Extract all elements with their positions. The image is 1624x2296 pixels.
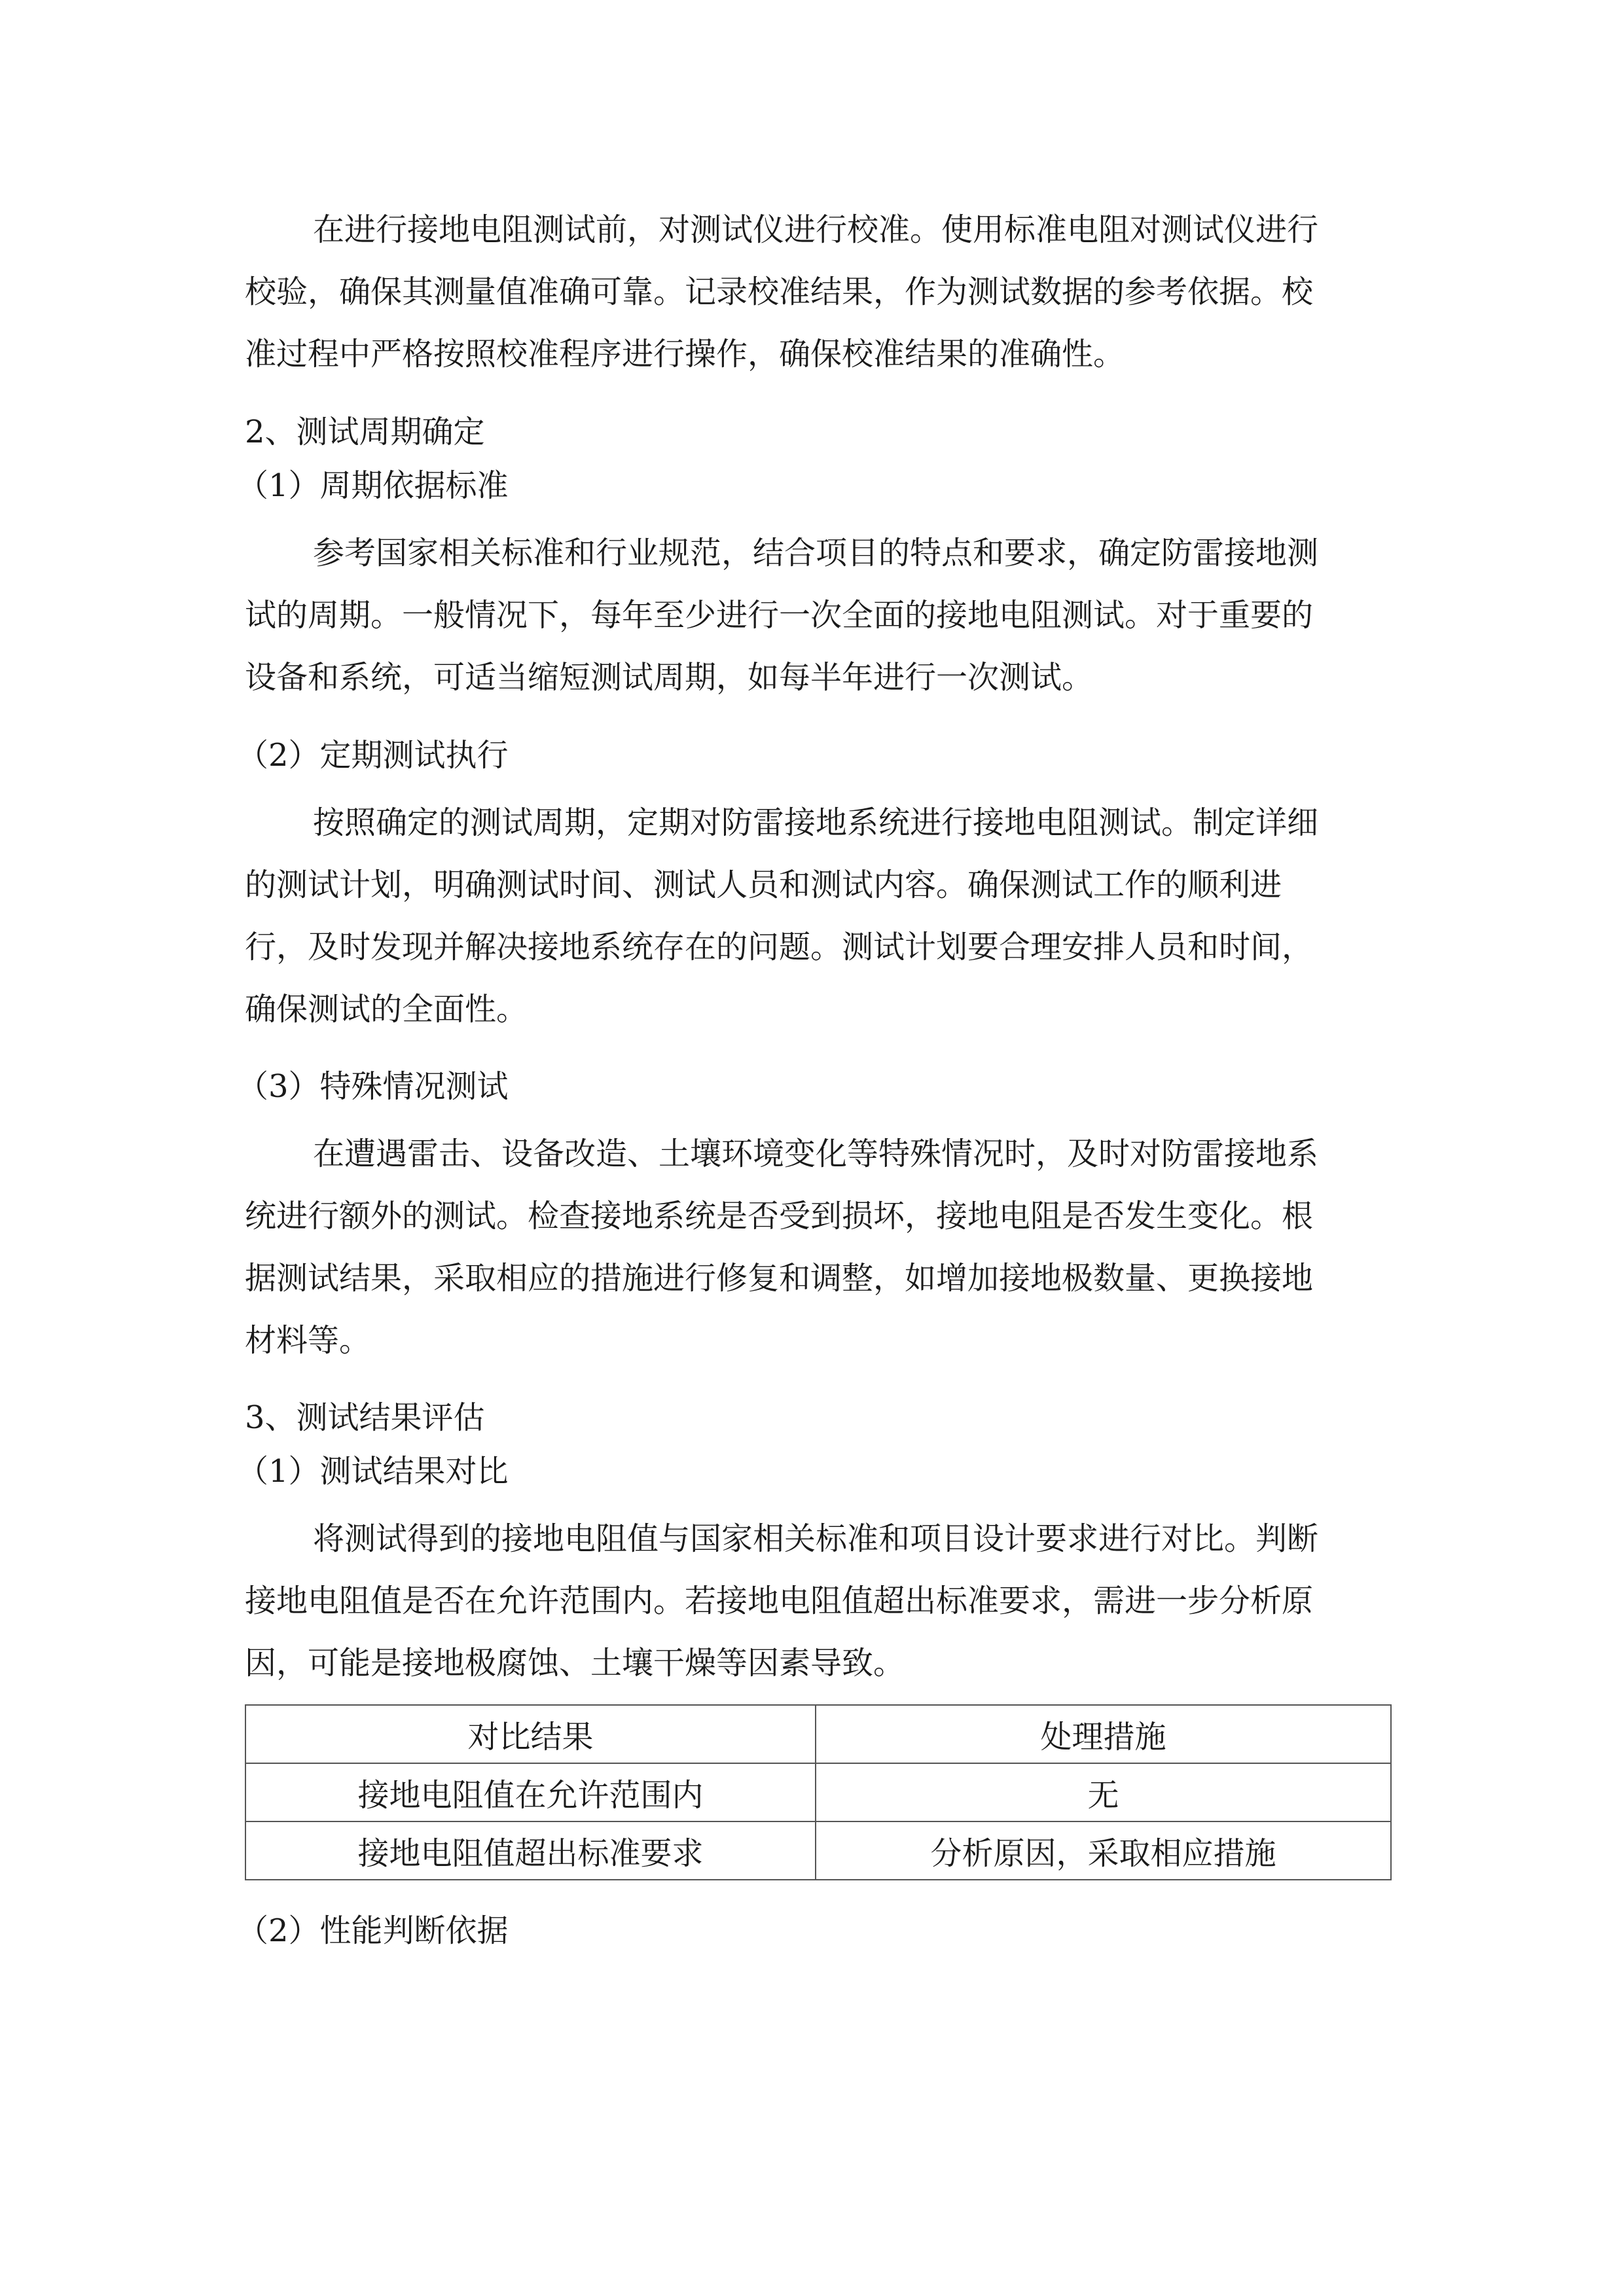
paragraph-line: 接地电阻值是否在允许范围内。若接地电阻值超出标准要求，需进一步分析原 [245, 1583, 1314, 1619]
section-heading-2: 2、测试周期确定 [245, 414, 485, 450]
table-cell: 接地电阻值超出标准要求 [245, 1821, 816, 1880]
result-comparison-table [245, 1704, 1392, 1880]
table-header-cell: 对比结果 [245, 1705, 816, 1763]
paragraph-line: 的测试计划，明确测试时间、测试人员和测试内容。确保测试工作的顺利进 [245, 867, 1282, 903]
subheading-3-1: （1）测试结果对比 [237, 1453, 509, 1490]
paragraph-line: 确保测试的全面性。 [245, 991, 528, 1028]
paragraph-line: 行，及时发现并解决接地系统存在的问题。测试计划要合理安排人员和时间， [245, 929, 1314, 965]
paragraph-line: 材料等。 [245, 1322, 371, 1359]
subheading-2-2: （2）定期测试执行 [237, 737, 509, 774]
paragraph-2-2 [245, 792, 1371, 1041]
paragraph-line: 校验，确保其测量值准确可靠。记录校准结果，作为测试数据的参考依据。校 [245, 274, 1314, 310]
paragraph-line: 在进行接地电阻测试前，对测试仪进行校准。使用标准电阻对测试仪进行 [313, 211, 1319, 248]
table-cell: 分析原因，采取相应措施 [816, 1821, 1391, 1880]
table-cell: 无 [816, 1763, 1391, 1821]
paragraph-line: 试的周期。一般情况下，每年至少进行一次全面的接地电阻测试。对于重要的 [245, 597, 1314, 634]
paragraph-line: 按照确定的测试周期，定期对防雷接地系统进行接地电阻测试。制定详细 [313, 804, 1319, 841]
paragraph-line: 因，可能是接地极腐蚀、土壤干燥等因素导致。 [245, 1645, 905, 1681]
paragraph-calibration [245, 199, 1371, 386]
paragraph-line: 准过程中严格按照校准程序进行操作，确保校准结果的准确性。 [245, 336, 1125, 372]
table-row [245, 1821, 1391, 1880]
paragraph-line: 统进行额外的测试。检查接地系统是否受到损坏，接地电阻是否发生变化。根 [245, 1198, 1314, 1234]
paragraph-line: 将测试得到的接地电阻值与国家相关标准和项目设计要求进行对比。判断 [313, 1520, 1319, 1557]
table-header-row [245, 1705, 1391, 1763]
paragraph-2-1 [245, 522, 1371, 709]
paragraph-line: 参考国家相关标准和行业规范，结合项目的特点和要求，确定防雷接地测 [313, 535, 1319, 571]
subheading-2-1: （1）周期依据标准 [237, 467, 509, 504]
paragraph-line: 在遭遇雷击、设备改造、土壤环境变化等特殊情况时，及时对防雷接地系 [313, 1136, 1319, 1172]
paragraph-3-1 [245, 1508, 1371, 1695]
subheading-2-3: （3）特殊情况测试 [237, 1068, 509, 1105]
subheading-3-2: （2）性能判断依据 [237, 1912, 509, 1949]
section-heading-3: 3、测试结果评估 [245, 1399, 485, 1436]
paragraph-line: 设备和系统，可适当缩短测试周期，如每半年进行一次测试。 [245, 659, 1094, 696]
paragraph-2-3 [245, 1123, 1371, 1372]
paragraph-line: 据测试结果，采取相应的措施进行修复和调整，如增加接地极数量、更换接地 [245, 1260, 1314, 1297]
table-row [245, 1763, 1391, 1821]
table-cell: 接地电阻值在允许范围内 [245, 1763, 816, 1821]
table-header-cell: 处理措施 [816, 1705, 1391, 1763]
